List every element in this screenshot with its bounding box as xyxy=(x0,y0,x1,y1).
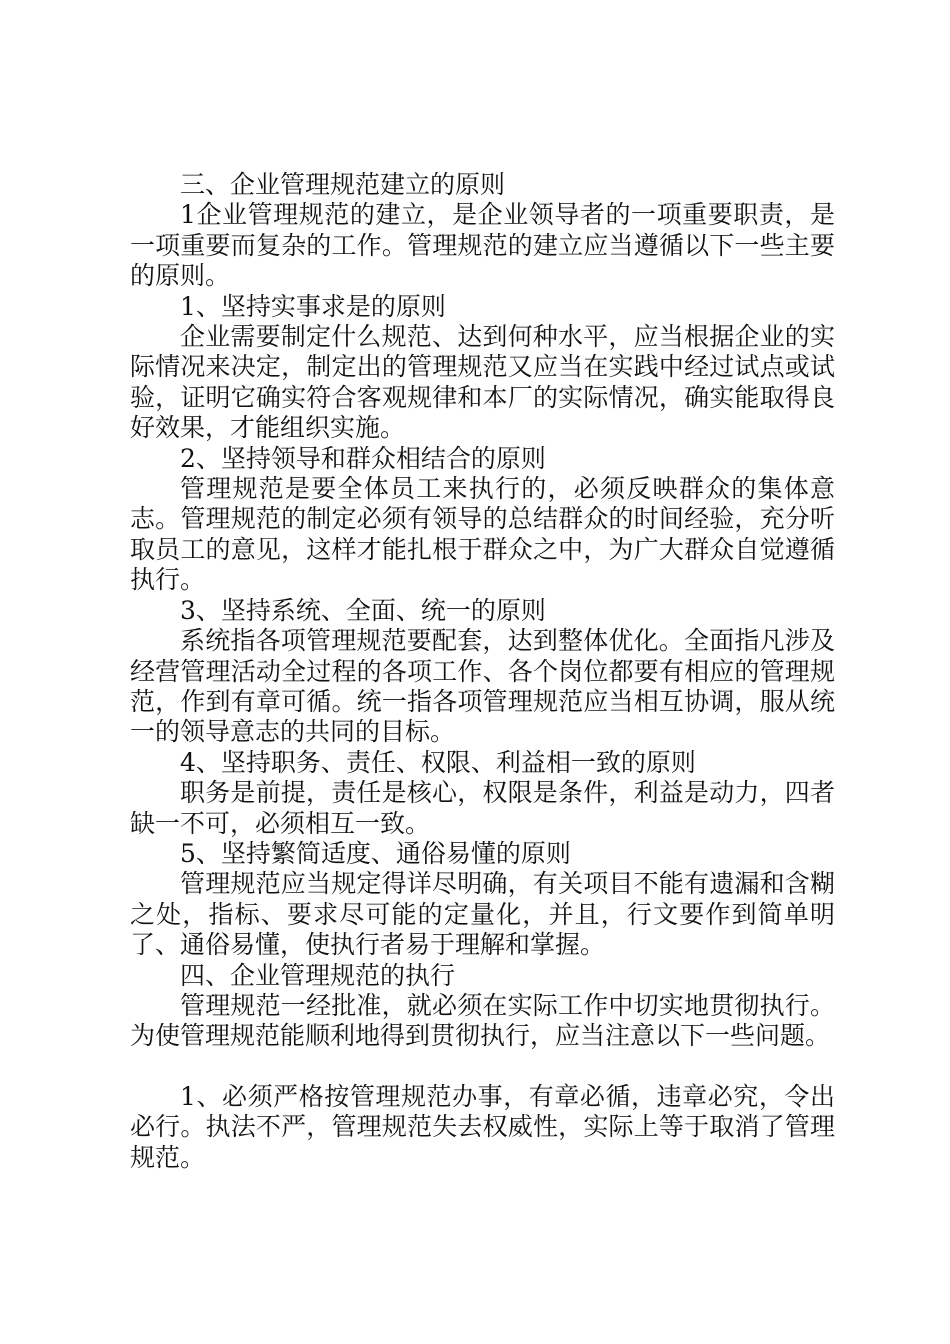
principle-heading-4: 4、坚持职务、责任、权限、利益相一致的原则 xyxy=(180,747,696,777)
section-heading-execution: 四、企业管理规范的执行 xyxy=(180,960,456,990)
blank-line xyxy=(130,1052,835,1082)
principle-heading-3: 3、坚持系统、全面、统一的原则 xyxy=(180,595,546,625)
principle-heading-1: 1、坚持实事求是的原则 xyxy=(180,291,446,321)
section-heading-principles: 三、企业管理规范建立的原则 xyxy=(180,170,506,199)
paragraph-principle-5: 管理规范应当规定得详尽明确，有关项目不能有遗漏和含糊之处，指标、要求尽可能的定量化，并且，行文要作到简单明了、通俗易懂，使执行者易于理解和掌握。 xyxy=(130,869,835,960)
paragraph-principle-1: 企业需要制定什么规范、达到何种水平，应当根据企业的实际情况来决定，制定出的管理规范又应当在实践中经过试点或试验，证明它确实符合客观规律和本厂的实际情况，确实能取得良好效果，才能组织实施。 xyxy=(130,322,835,443)
paragraph-execution-1: 1、必须严格按管理规范办事，有章必循，违章必究，令出必行。执法不严，管理规范失去权威性，实际上等于取消了管理规范。 xyxy=(130,1081,835,1172)
paragraph-principle-3: 系统指各项管理规范要配套，达到整体优化。全面指凡涉及经营管理活动全过程的各项工作、各个岗位都要有相应的管理规范，作到有章可循。统一指各项管理规范应当相互协调，服从统一的领导意志的共同的目标。 xyxy=(130,626,835,747)
paragraph-principle-2: 管理规范是要全体员工来执行的，必须反映群众的集体意志。管理规范的制定必须有领导的总结群众的时间经验，充分听取员工的意见，这样才能扎根于群众之中，为广大群众自觉遵循执行。 xyxy=(130,474,835,595)
document-body xyxy=(130,170,835,1173)
principle-heading-2: 2、坚持领导和群众相结合的原则 xyxy=(180,443,546,473)
paragraph-execution-intro: 管理规范一经批准，就必须在实际工作中切实地贯彻执行。为使管理规范能顺利地得到贯彻执行，应当注意以下一些问题。 xyxy=(130,990,835,1051)
principle-heading-5: 5、坚持繁简适度、通俗易懂的原则 xyxy=(180,838,571,868)
paragraph-intro: 1企业管理规范的建立，是企业领导者的一项重要职责，是一项重要而复杂的工作。管理规范的建立应当遵循以下一些主要的原则。 xyxy=(130,200,835,291)
paragraph-principle-4: 职务是前提，责任是核心，权限是条件，利益是动力，四者缺一不可，必须相互一致。 xyxy=(130,778,835,838)
